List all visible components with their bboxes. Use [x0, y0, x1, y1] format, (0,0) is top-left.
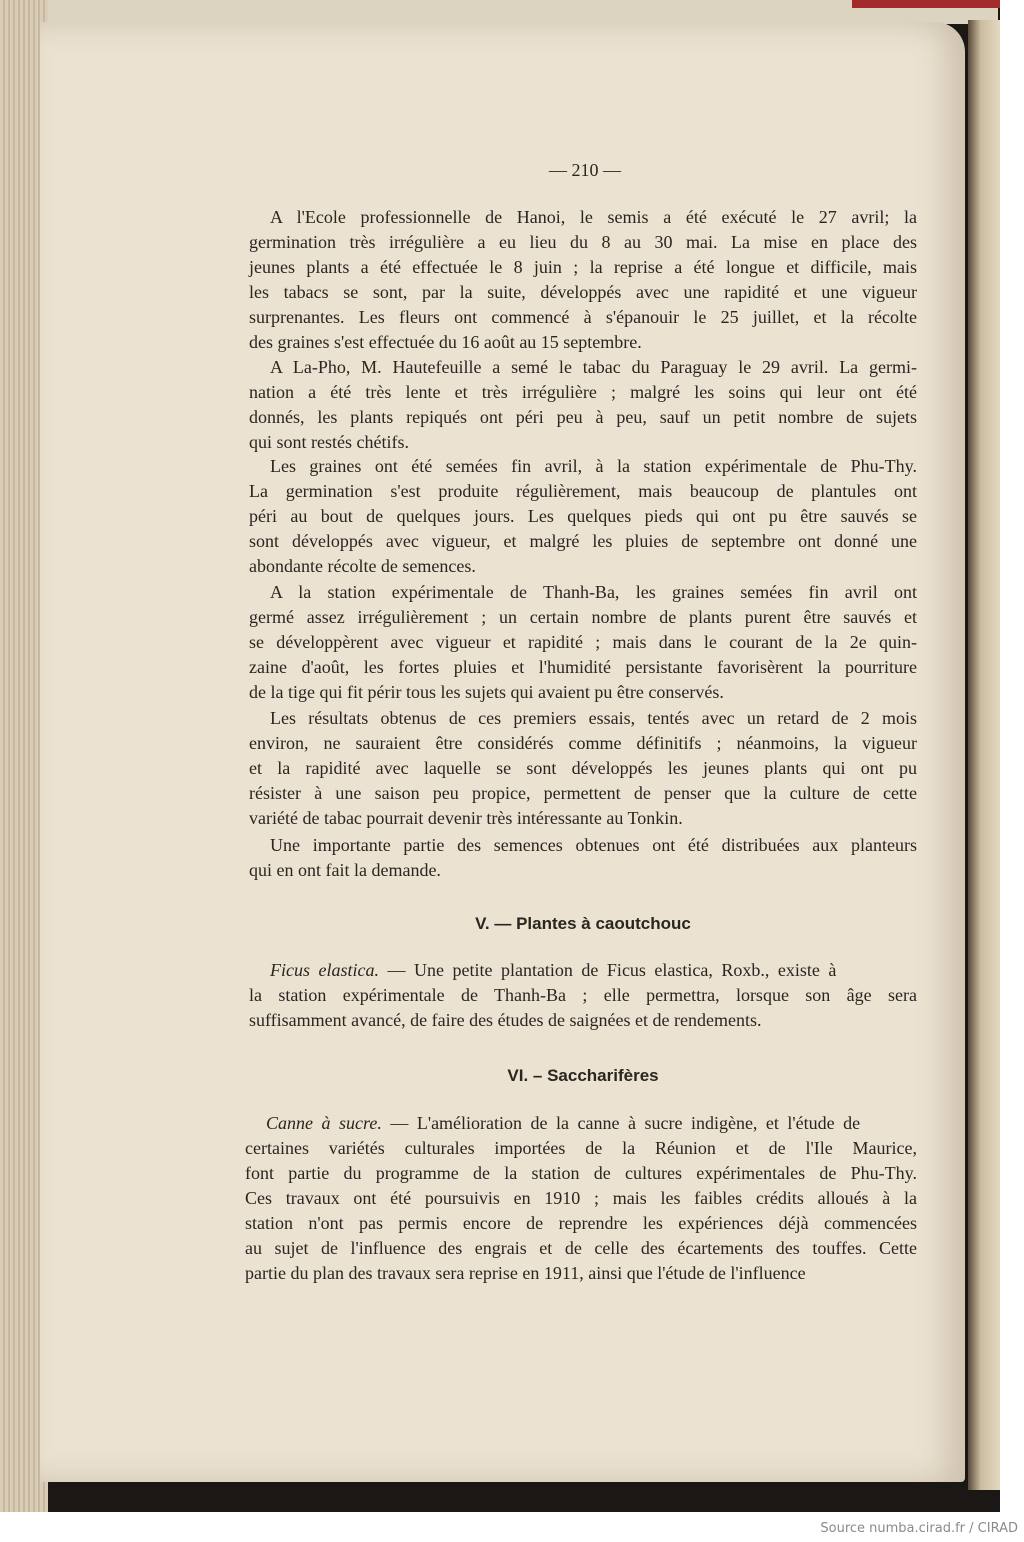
text-line: la station expérimentale de Thanh-Ba ; elle permettra, lorsque son âge sera [249, 985, 917, 1005]
text-line: A la station expérimentale de Thanh-Ba, les graines semées fin avril ont [270, 582, 917, 602]
text-line [245, 1111, 917, 1136]
red-bookmark [852, 0, 1000, 8]
text-line: suffisamment avancé, de faire des études de saignées et de rendements. [249, 1010, 762, 1030]
text-run: — Une petite plantation de Ficus elastica, Roxb., existe à [378, 960, 837, 980]
text-line: donnés, les plants repiqués ont péri peu à peu, sauf un petit nombre de sujets [249, 407, 917, 427]
text-line: Les résultats obtenus de ces premiers essais, tentés avec un retard de 2 mois [270, 708, 917, 728]
paragraph [249, 833, 917, 883]
text-line: La germination s'est produite régulièrement, mais beaucoup de plantules ont [249, 481, 917, 501]
run-in-title: Ficus elastica. [270, 960, 379, 980]
text-line: station n'ont pas permis encore de reprendre les expériences déjà commencées [245, 1213, 917, 1233]
text-line: qui en ont fait la demande. [249, 860, 441, 880]
paragraph [249, 355, 917, 455]
text-line: nation a été très lente et très irrégulière ; malgré les soins qui leur ont été [249, 382, 917, 402]
text-line: A l'Ecole professionnelle de Hanoi, le semis a été exécuté le 27 avril; la [270, 207, 917, 227]
paragraph [249, 205, 917, 355]
text-line: Ces travaux ont été poursuivis en 1910 ; mais les faibles crédits alloués à la [245, 1188, 917, 1208]
section-v-paragraph [249, 958, 917, 1033]
text-line: environ, ne sauraient être considérés comme définitifs ; néanmoins, la vigueur [249, 733, 917, 753]
text-line: jeunes plants a été effectuée le 8 juin ; la reprise a été longue et difficile, mais [249, 257, 917, 277]
text-line: de la tige qui fit périr tous les sujets qui avaient pu être conservés. [249, 682, 724, 702]
page-number: — 210 — [549, 160, 621, 180]
text-line: abondante récolte de semences. [249, 556, 476, 576]
text-line: péri au bout de quelques jours. Les quelques pieds qui ont pu être sauvés se [249, 506, 917, 526]
text-line: certaines variétés culturales importées de la Réunion et de l'Ile Maurice, [245, 1138, 917, 1158]
text-line: Une importante partie des semences obtenues ont été distribuées aux planteurs [270, 835, 917, 855]
paragraph [249, 580, 917, 705]
paragraph [249, 454, 917, 579]
text-line: qui sont restés chétifs. [249, 432, 409, 452]
text-line: des graines s'est effectuée du 16 août au 15 septembre. [249, 332, 642, 352]
text-line: les tabacs se sont, par la suite, développés avec une rapidité et une vigueur [249, 282, 917, 302]
text-line: et la rapidité avec laquelle se sont développés les jeunes plants qui ont pu [249, 758, 917, 778]
text-line: se développèrent avec vigueur et rapidité ; mais dans le courant de la 2e quin- [249, 632, 917, 652]
text-line: variété de tabac pourrait devenir très intéressante au Tonkin. [249, 808, 683, 828]
text-line: zaine d'août, les fortes pluies et l'humidité persistante favorisèrent la pourriture [249, 657, 917, 677]
text-line: surprenantes. Les fleurs ont commencé à s'épanouir le 25 juillet, et la récolte [249, 307, 917, 327]
text-line: résister à une saison peu propice, permettent de penser que la culture de cette [249, 783, 917, 803]
text-line [249, 958, 917, 983]
source-credit: Source numba.cirad.fr / CIRAD [820, 1521, 1018, 1536]
text-run: — L'amélioration de la canne à sucre indigène, et l'étude de [381, 1113, 861, 1133]
section-vi-paragraph [245, 1111, 917, 1286]
section-heading-v: V. — Plantes à caoutchouc [475, 914, 691, 933]
paragraph [249, 706, 917, 831]
text-line: sont développés avec vigueur, et malgré les pluies de septembre ont donné une [249, 531, 917, 551]
facing-page-edge [968, 20, 1000, 1490]
text-line: A La-Pho, M. Hautefeuille a semé le tabac du Paraguay le 29 avril. La germi- [270, 357, 917, 377]
text-line: germé assez irrégulièrement ; un certain nombre de plants purent être sauvés et [249, 607, 917, 627]
text-line: partie du plan des travaux sera reprise en 1911, ainsi que l'étude de l'influence [245, 1263, 806, 1283]
text-line: germination très irrégulière a eu lieu du 8 au 30 mai. La mise en place des [249, 232, 917, 252]
text-line: au sujet de l'influence des engrais et de celle des écartements des touffes. Cette [245, 1238, 917, 1258]
run-in-title: Canne à sucre. [266, 1113, 382, 1133]
text-line: font partie du programme de la station de cultures expérimentales de Phu-Thy. [245, 1163, 917, 1183]
section-heading-vi: VI. – Saccharifères [507, 1066, 659, 1085]
text-line: Les graines ont été semées fin avril, à la station expérimentale de Phu-Thy. [270, 456, 917, 476]
